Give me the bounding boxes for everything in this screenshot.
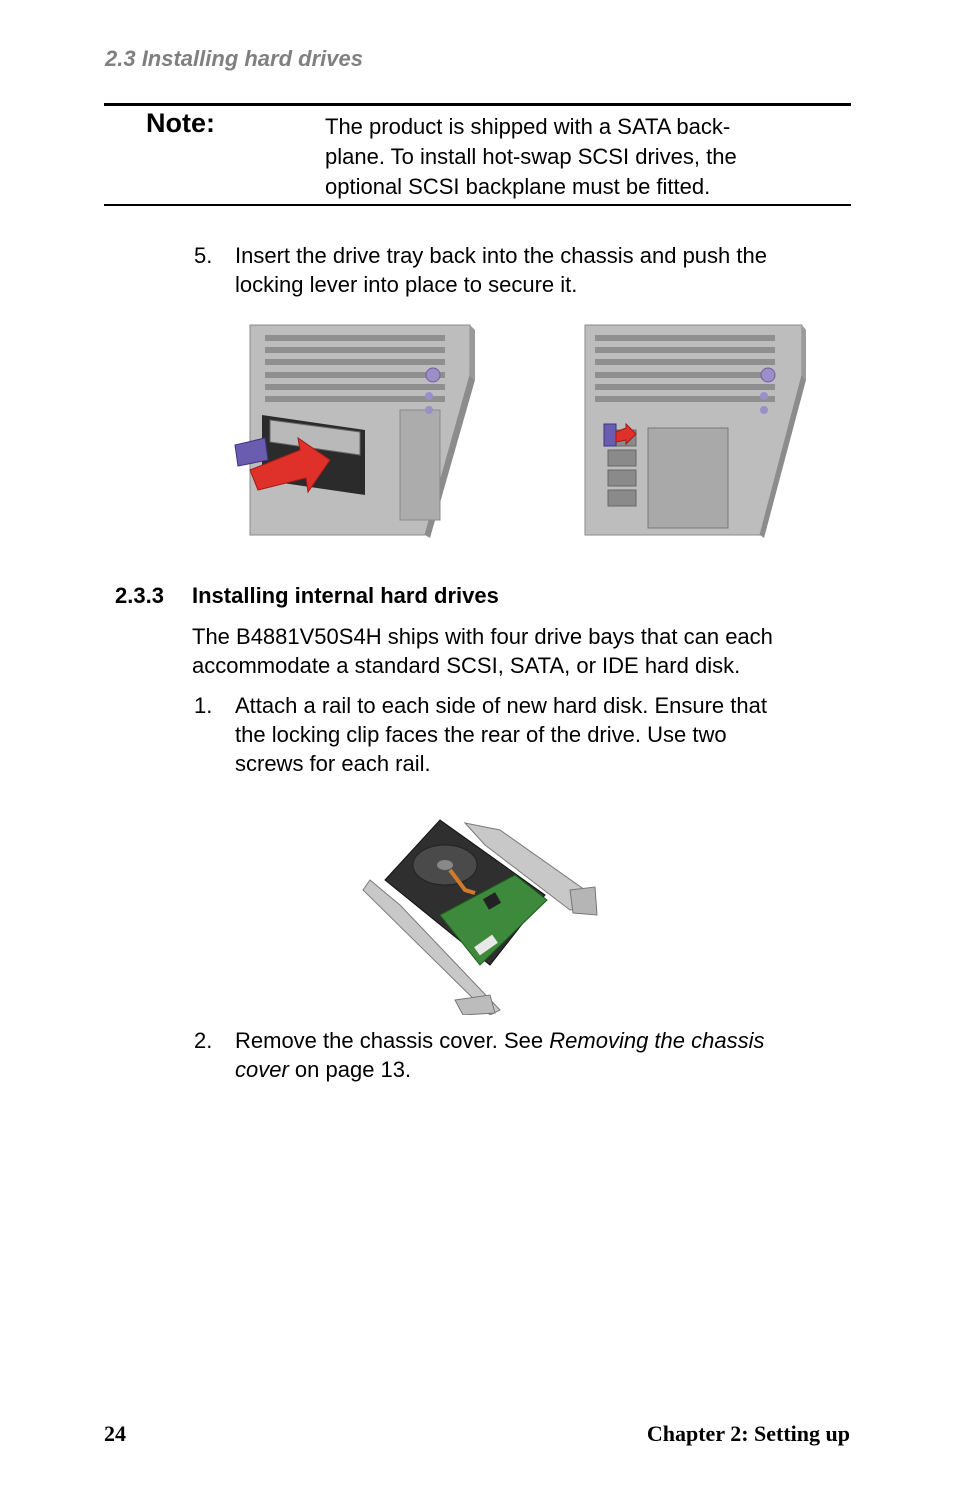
section-title: Installing internal hard drives <box>192 583 499 608</box>
step-number: 5. <box>194 243 213 268</box>
page-number: 24 <box>104 1421 126 1446</box>
step-line <box>235 1026 764 1055</box>
note-label: Note: <box>146 108 215 138</box>
step-line: the locking clip faces the rear of the drive. Use two <box>235 722 727 747</box>
note-line: optional SCSI backplane must be fitted. <box>325 174 711 199</box>
intro-line: accommodate a standard SCSI, SATA, or IDE hard disk. <box>192 653 741 678</box>
note-line: plane. To install hot-swap SCSI drives, the <box>325 144 737 169</box>
step-1 <box>194 691 844 781</box>
chapter-footer: Chapter 2: Setting up <box>646 1421 850 1446</box>
cross-reference-link[interactable]: Removing the chassis <box>549 1028 765 1053</box>
running-head: 2.3 Installing hard drives <box>105 46 363 71</box>
step-line: locking lever into place to secure it. <box>235 272 578 297</box>
step-line: screws for each rail. <box>235 751 431 776</box>
step-text-plain: Remove the chassis cover. See <box>235 1028 550 1053</box>
note-bottom-rule <box>104 204 851 206</box>
note-top-rule <box>104 103 851 106</box>
figure-lever-lock <box>580 320 810 540</box>
figure-tray-insert <box>220 320 480 540</box>
figure-hard-disk-rails <box>355 815 605 1015</box>
note-text <box>325 112 825 202</box>
step-line <box>235 1055 764 1084</box>
step-text <box>235 691 767 778</box>
step-text <box>235 1026 764 1084</box>
step-line: Attach a rail to each side of new hard disk. Ensure that <box>235 693 767 718</box>
intro-line: The B4881V50S4H ships with four drive bays that can each <box>192 624 773 649</box>
step-5 <box>194 241 844 301</box>
step-number: 1. <box>194 693 213 718</box>
step-number: 2. <box>194 1028 213 1053</box>
section-intro <box>192 622 852 680</box>
step-line: Insert the drive tray back into the chassis and push the <box>235 243 767 268</box>
section-number: 2.3.3 <box>115 583 164 608</box>
step-2 <box>194 1026 854 1086</box>
note-line: The product is shipped with a SATA back- <box>325 114 731 139</box>
cross-reference-link[interactable]: cover <box>235 1057 289 1082</box>
section-heading <box>115 583 499 609</box>
step-text-plain: on page 13. <box>288 1057 412 1082</box>
step-text <box>235 241 767 299</box>
